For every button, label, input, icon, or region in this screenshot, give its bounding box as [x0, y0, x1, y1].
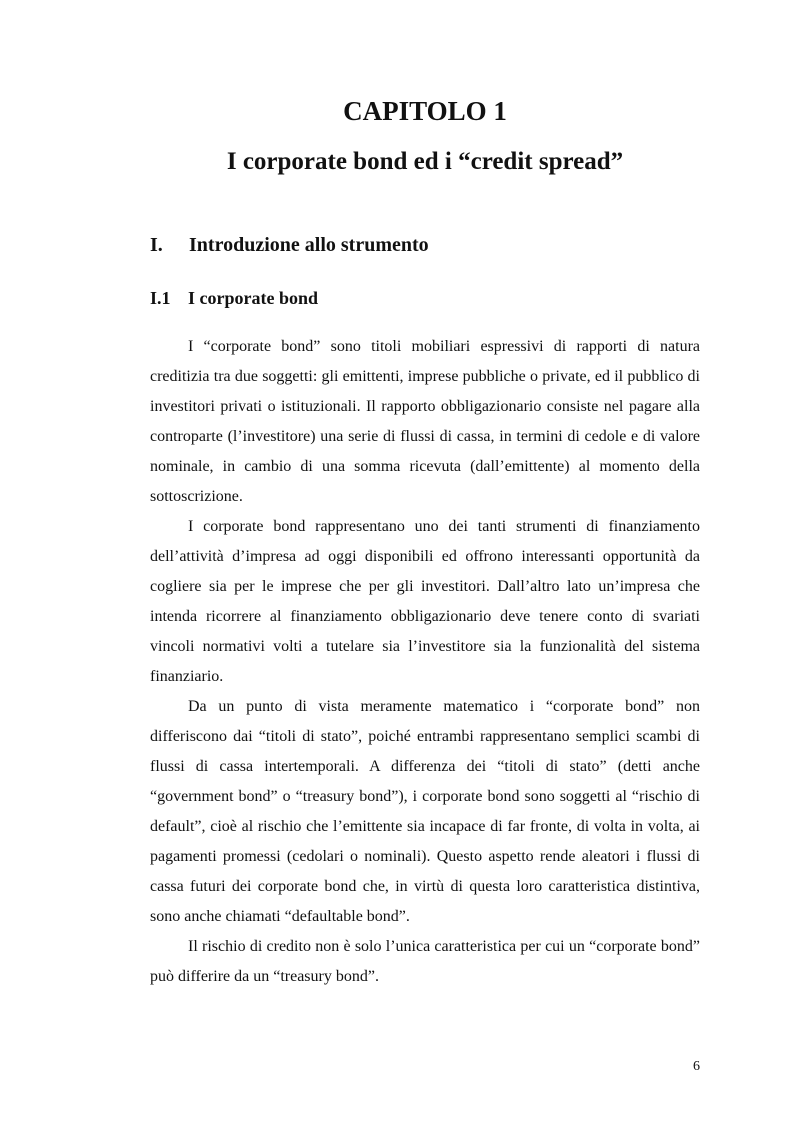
- body-text: [150, 332, 700, 992]
- paragraph: I “corporate bond” sono titoli mobiliari espressivi di rapporti di natura creditizia tra due soggetti: gli emittenti, imprese pubbliche o private, ed il pubblico di investitori privati o istituzionali. Il rapporto obbligazionario consiste nel pagare alla controparte (l’investitore) una serie di flussi di cassa, in termini di cedole e di valore nominale, in cambio di una somma ricevuta (dall’emittente) al momento della sottoscrizione.: [150, 338, 700, 505]
- subsection-title: I corporate bond: [188, 288, 318, 308]
- paragraph: I corporate bond rappresentano uno dei tanti strumenti di finanziamento dell’attività d’impresa ad oggi disponibili ed offrono interessanti opportunità da cogliere sia per le imprese che per gli investitori. Dall’altro lato un’impresa che intenda ricorrere al finanziamento obbligazionario deve tenere conto di svariati vincoli normativi volti a tutelare sia l’investitore sia la funzionalità del sistema finanziario.: [150, 518, 700, 685]
- section-title: Introduzione allo strumento: [189, 234, 429, 256]
- section-heading: [150, 231, 429, 259]
- paragraph: Il rischio di credito non è solo l’unica caratteristica per cui un “corporate bond” può differire da un “treasury bond”.: [150, 938, 700, 985]
- chapter-label: CAPITOLO 1: [343, 96, 507, 126]
- subsection-heading: [150, 285, 318, 311]
- subsection-number: I.1: [150, 288, 171, 308]
- chapter-title: I corporate bond ed i “credit spread”: [226, 148, 624, 175]
- section-number: I.: [150, 234, 163, 256]
- page-number: 6: [693, 1059, 700, 1074]
- paragraph: Da un punto di vista meramente matematico i “corporate bond” non differiscono dai “titoli di stato”, poiché entrambi rappresentano semplici scambi di flussi di cassa intertemporali. A differenza dei “titoli di stato” (detti anche “government bond” o “treasury bond”), i corporate bond sono soggetti al “rischio di default”, cioè al rischio che l’emittente sia incapace di far fronte, di volta in volta, ai pagamenti promessi (cedolari o nominali). Questo aspetto rende aleatori i flussi di cassa futuri dei corporate bond che, in virtù di questa loro caratteristica distintiva, sono anche chiamati “defaultable bond”.: [150, 698, 700, 925]
